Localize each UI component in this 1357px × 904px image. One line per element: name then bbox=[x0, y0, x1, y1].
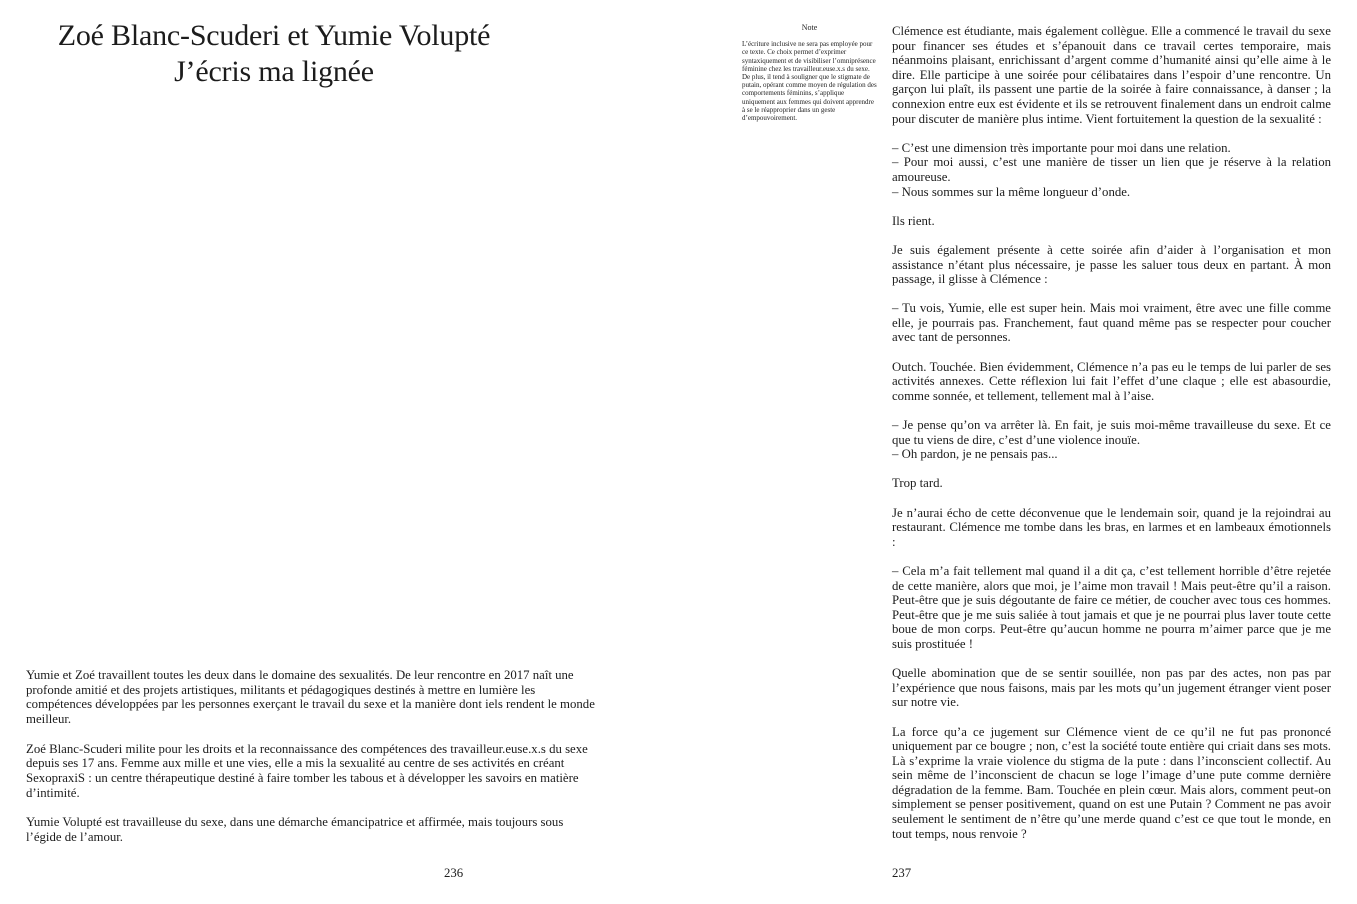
dialogue-block bbox=[892, 301, 1331, 345]
page-number-left: 236 bbox=[444, 866, 464, 880]
dialogue-line: – Pour moi aussi, c’est une manière de tisser un lien que je réserve à la relation amoureuse. bbox=[892, 155, 1331, 184]
note-heading: Note bbox=[801, 23, 818, 32]
body-paragraph: Quelle abomination que de se sentir souillée, non pas par des actes, non pas par l’expérience que nous faisons, mais par les mots qu’un jugement étranger vient poser sur notre vie. bbox=[892, 666, 1331, 710]
dialogue-line: – C’est une dimension très importante pour moi dans une relation. bbox=[892, 140, 1231, 155]
body-paragraph: Je suis également présente à cette soirée afin d’aider à l’organisation et mon assistance n’étant plus nécessaire, je passe les saluer tous deux en partant. À mon passage, il glisse à Clémence : bbox=[892, 242, 1331, 287]
bio-paragraph: Yumie Volupté est travailleuse du sexe, dans une démarche émancipatrice et affirmée, mais toujours sous l’égide de l’amour. bbox=[26, 815, 564, 844]
dialogue-line: – Cela m’a fait tellement mal quand il a dit ça, c’est tellement horrible d’être rejetée de cette manière, alors que moi, je l’aime mon travail ! Mais peut-être qu’il a raison. Peut-être que je suis dégoutante de faire ce métier, de coucher avec tous ces hommes. Peut-être que je me suis saliée à tout jamais et que je ne pourrai plus laver toute cette boue de mon corps. Peut-être qu’aucun homme ne pourra m’aimer parce que je me suis prostituée ! bbox=[892, 563, 1331, 651]
dialogue-line: – Oh pardon, je ne pensais pas... bbox=[892, 447, 1058, 462]
body-paragraph: Je n’aurai écho de cette déconvenue que le lendemain soir, quand je la rejoindrai au restaurant. Clémence me tombe dans les bras, en larmes et en lambeaux émotionnels : bbox=[892, 505, 1331, 549]
author-bio bbox=[26, 668, 596, 859]
note-body: L’écriture inclusive ne sera pas employée pour ce texte. Ce choix permet d’exprimer syntaxiquement et de visibiliser l’omniprésence féminine chez les travailleur.euse.x.s du sexe. De plus, il tend à souligner que le stigmate de putain, opérant comme moyen de régulation des comportements féminins, s’applique uniquement aux femmes qui doivent apprendre à se le réapproprier dans un geste d’empouvoirement. bbox=[742, 40, 877, 123]
bio-paragraph: Zoé Blanc-Scuderi milite pour les droits et la reconnaissance des compétences des travailleur.euse.x.s du sexe depuis ses 17 ans. Femme aux mille et une vies, elle a mis la sexualité au centre de ses activités en créant SexopraxiS : un centre thérapeutique destiné à faire tomber les tabous et à développer les savoirs en matière d’intimité. bbox=[26, 741, 588, 800]
article-body bbox=[892, 24, 1331, 856]
dialogue-block bbox=[892, 418, 1331, 462]
page-number-right: 237 bbox=[892, 866, 912, 880]
title-heading: J’écris ma lignée bbox=[174, 55, 374, 88]
body-paragraph: Outch. Touchée. Bien évidemment, Clémence n’a pas eu le temps de lui parler de ses activités annexes. Cette réflexion lui fait l’effet d’une claque ; elle est abasourdie, comme sonnée, et tellement, tellement mal à l’aise. bbox=[892, 359, 1331, 403]
authors-heading: Zoé Blanc-Scuderi et Yumie Volupté bbox=[57, 19, 491, 52]
dialogue-block bbox=[892, 564, 1331, 652]
bio-paragraph: Yumie et Zoé travaillent toutes les deux dans le domaine des sexualités. De leur rencontre en 2017 naît une profonde amitié et des projets artistiques, militants et pédagogiques destinés à mettre en lumière les compétences développées par les personnes exerçant le travail du sexe et la manière dont iels rendent le monde meilleur. bbox=[26, 668, 595, 727]
dialogue-line: – Nous sommes sur la même longueur d’onde. bbox=[892, 184, 1131, 199]
article-title bbox=[24, 18, 524, 90]
body-paragraph: Trop tard. bbox=[892, 476, 943, 491]
dialogue-line: – Tu vois, Yumie, elle est super hein. Mais moi vraiment, être avec une fille comme elle, je pourrais pas. Franchement, faut quand même pas se respecter pour coucher avec tant de personnes. bbox=[892, 301, 1331, 345]
body-paragraph: Ils rient. bbox=[892, 213, 935, 228]
side-note bbox=[742, 24, 877, 122]
dialogue-block bbox=[892, 141, 1331, 199]
body-paragraph: La force qu’a ce jugement sur Clémence vient de ce qu’il ne fut pas prononcé uniquement par ce bougre ; non, c’est la société toute entière qui criait dans ses mots. Là s’exprime la vraie violence du stigma de la pute : dans l’inconscient collectif. Au sein même de l’inconscient de chacun se loge l’image d’une pute comme dernière dégradation de la femme. Bam. Touchée en plein cœur. Mais alors, comment peut-on simplement se penser positivement, quand on est une Putain ? Comment ne pas avoir seulement le sentiment de n’être qu’une merde quand c’est ce que tout le monde, en tout temps, nous renvoie ? bbox=[892, 724, 1331, 841]
dialogue-line: – Je pense qu’on va arrêter là. En fait, je suis moi-même travailleuse du sexe. Et ce que tu viens de dire, c’est d’une violence inouïe. bbox=[892, 418, 1331, 447]
body-paragraph: Clémence est étudiante, mais également collègue. Elle a commencé le travail du sexe pour financer ses études et s’épanouit dans ce travail certes temporaire, mais néanmoins plaisant, enrichissant d’argent comme d’humanité ainsi qu’elle aime à le dire. Elle participe à une soirée pour célibataires dans l’espoir d’une rencontre. Un garçon lui plaît, ils passent une partie de la soirée à faire connaissance, à danser ; la connexion entre eux est évidente et ils se retrouvent finalement dans un endroit calme pour discuter de manière plus intime. Vient fortuitement la question de la sexualité : bbox=[892, 24, 1331, 126]
